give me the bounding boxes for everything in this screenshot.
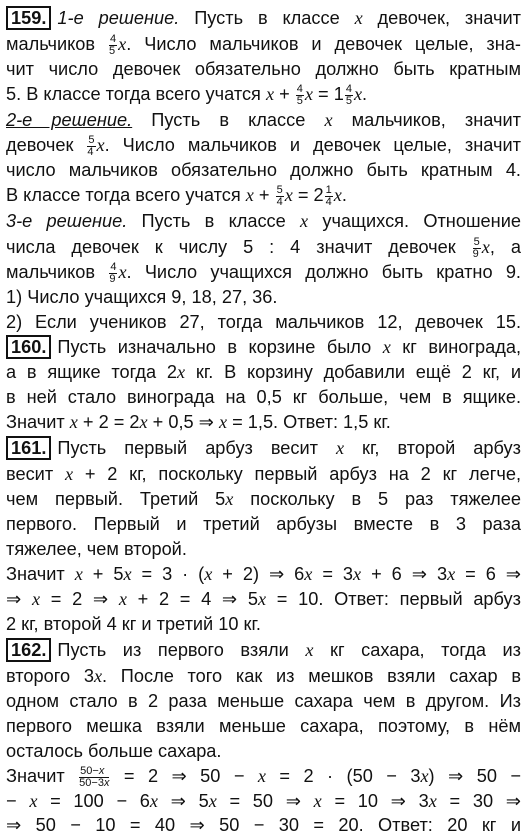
line: первого. Первый и третий арбузы вместе в 3 раза [6, 514, 521, 534]
line: 162. Пусть из первого взяли x кг сахара, тогда из [6, 638, 521, 662]
line: ⇒ x = 2 ⇒ x + 2 = 4 ⇒ 5x = 10. Ответ: первый арбуз [6, 589, 521, 609]
line: − x = 100 − 6x ⇒ 5x = 50 ⇒ x = 10 ⇒ 3x = 30 ⇒ [6, 791, 521, 811]
line: весит x + 2 кг, поскольку первый арбуз на 2 кг легче, [6, 464, 521, 484]
line: Значит x + 2 = 2x + 0,5 ⇒ x = 1,5. Ответ: 1,5 кг. [6, 412, 391, 432]
line: чем первый. Третий 5x поскольку в 5 раз тяжелее [6, 489, 521, 509]
problem-number: 159. [6, 6, 51, 30]
line: В классе тогда всего учатся x + $\frac{5}{4}$ x = 2 $\frac{1}{4}$ x. [6, 183, 347, 208]
problem-number: 162. [6, 638, 51, 662]
line: 160. Пусть изначально в корзине было x кг винограда, [6, 335, 521, 359]
line: одном стало в 2 раза меньше сахара чем в другом. Из [6, 691, 521, 711]
line: числа девочек к числу 5 : 4 значит девочек $\frac{5}{9}$ x, а [6, 235, 521, 260]
line: осталось больше сахара. [6, 741, 222, 761]
line: 2 кг, второй 4 кг и третий 10 кг. [6, 614, 261, 634]
line: мальчиков $\frac{4}{9}$ x. Число учащихся должно быть кратно 9. [6, 260, 521, 285]
line: чит число девочек обязательно должно быть кратным [6, 59, 521, 79]
line: 1) Число учащихся 9, 18, 27, 36. [6, 287, 278, 307]
line: мальчиков $\frac{4}{5}$ x. Число мальчиков и девочек целые, зна- [6, 32, 521, 57]
line: первого мешка взяли меньше сахара, поэтому, в нём [6, 716, 521, 736]
problem-number: 161. [6, 436, 51, 460]
line: второго 3x. После того как из мешков взяли сахар в [6, 666, 522, 686]
line: 5. В классе тогда всего учатся x + $\frac{4}{5}$ x = 1 $\frac{4}{5}$ x. [6, 82, 368, 107]
line: 161. Пусть первый арбуз весит x кг, второй арбуз [6, 436, 521, 460]
line: 2) Если учеников 27, тогда мальчиков 12, девочек 15. [6, 312, 521, 332]
line: а в ящике тогда 2x кг. В корзину добавили ещё 2 кг, и [6, 362, 521, 382]
line: 2-е решение. Пусть в классе x мальчиков, значит [6, 110, 521, 130]
line: число мальчиков обязательно должно быть кратным 4. [6, 160, 521, 180]
line: тяжелее, чем второй. [6, 539, 187, 559]
line: ⇒ 50 − 10 = 40 ⇒ 50 − 30 = 20. Ответ: 20 кг и [6, 815, 521, 835]
line: девочек $\frac{5}{4}$ x. Число мальчиков и девочек целые, значит [6, 133, 521, 158]
problem-number: 160. [6, 335, 51, 359]
line: 159. 1-е решение. Пусть в классе x девочек, значит [6, 6, 521, 30]
line: Значит $\frac{50-x}{50-3x}$ = 2 ⇒ 50 − x = 2 · (50 − 3x) ⇒ 50 − [6, 764, 521, 789]
line: Значит x + 5x = 3 · (x + 2) ⇒ 6x = 3x + 6 ⇒ 3x = 6 ⇒ [6, 564, 522, 584]
line: 3-е решение. Пусть в классе x учащихся. Отношение [6, 211, 521, 231]
line: в ней стало винограда на 0,5 кг больше, чем в ящике. [6, 387, 521, 407]
